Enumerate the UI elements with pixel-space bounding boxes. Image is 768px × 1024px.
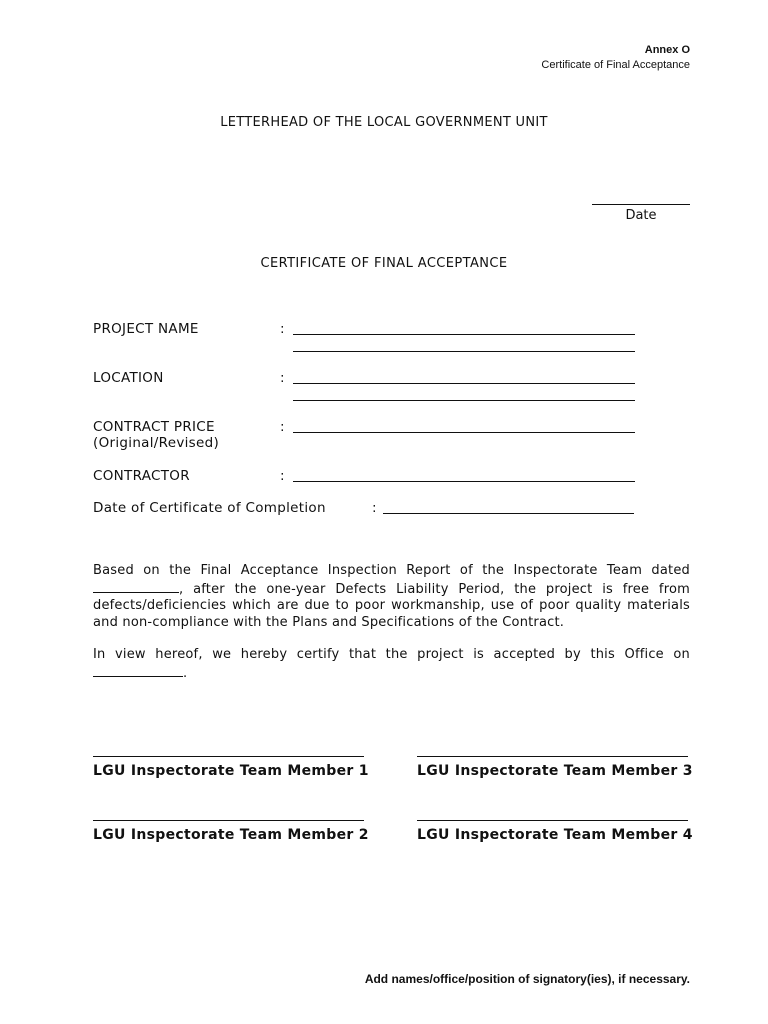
signature-line[interactable] (417, 756, 688, 757)
annex-subtitle: Certificate of Final Acceptance (541, 59, 690, 71)
annex-title: Annex O (644, 44, 690, 56)
signature-line[interactable] (417, 820, 688, 821)
signature-line[interactable] (93, 820, 364, 821)
paragraph-1-part-b: , after the one-year Defects Liability Period, the project is free from defects/deficiencies which are due to poor workmanship, use of poor quality materials and non-compliance with the Plans and Specifications of the Contract. (93, 581, 690, 630)
signature-block-member-2 (93, 820, 369, 843)
contractor-line[interactable] (293, 481, 635, 482)
completion-date-label: Date of Certificate of Completion (93, 500, 326, 516)
signature-line[interactable] (93, 756, 364, 757)
project-name-label: PROJECT NAME (93, 321, 199, 337)
signatory-label: LGU Inspectorate Team Member 2 (93, 827, 369, 843)
signature-block-member-3 (417, 756, 693, 779)
footnote: Add names/office/position of signatory(ies), if necessary. (364, 972, 690, 986)
date-label: Date (625, 208, 657, 223)
colon: : (280, 370, 285, 386)
signature-block-member-1 (93, 756, 369, 779)
colon: : (280, 321, 285, 337)
paragraph-acceptance (93, 647, 690, 682)
completion-date-line[interactable] (383, 513, 634, 514)
document-title: CERTIFICATE OF FINAL ACCEPTANCE (260, 256, 508, 271)
date-block (592, 192, 690, 223)
colon: : (280, 468, 285, 484)
location-label: LOCATION (93, 370, 164, 386)
signature-block-member-4 (417, 820, 693, 843)
signatory-label: LGU Inspectorate Team Member 1 (93, 763, 369, 779)
contract-price-line[interactable] (293, 432, 635, 433)
letterhead: LETTERHEAD OF THE LOCAL GOVERNMENT UNIT (220, 115, 548, 130)
acceptance-date-blank[interactable] (93, 664, 183, 677)
colon: : (372, 500, 377, 516)
paragraph-inspection (93, 563, 690, 631)
paragraph-2-part-b: . (183, 665, 188, 681)
contractor-label: CONTRACTOR (93, 468, 190, 484)
location-line-2[interactable] (293, 400, 635, 401)
certification-body (93, 563, 690, 698)
project-name-line-2[interactable] (293, 351, 635, 352)
colon: : (280, 419, 285, 435)
project-name-line-1[interactable] (293, 334, 635, 335)
inspection-date-blank[interactable] (93, 580, 179, 593)
signatory-label: LGU Inspectorate Team Member 3 (417, 763, 693, 779)
location-line-1[interactable] (293, 383, 635, 384)
contract-price-label: CONTRACT PRICE (93, 419, 215, 435)
paragraph-2-part-a: In view hereof, we hereby certify that the project is accepted by this Office on (93, 647, 690, 662)
annex-header (541, 43, 690, 73)
contract-price-sub-label: (Original/Revised) (93, 435, 220, 451)
signatory-label: LGU Inspectorate Team Member 4 (417, 827, 693, 843)
date-blank-line[interactable] (592, 192, 690, 205)
paragraph-1-part-a: Based on the Final Acceptance Inspection Report of the Inspectorate Team dated (93, 563, 690, 578)
